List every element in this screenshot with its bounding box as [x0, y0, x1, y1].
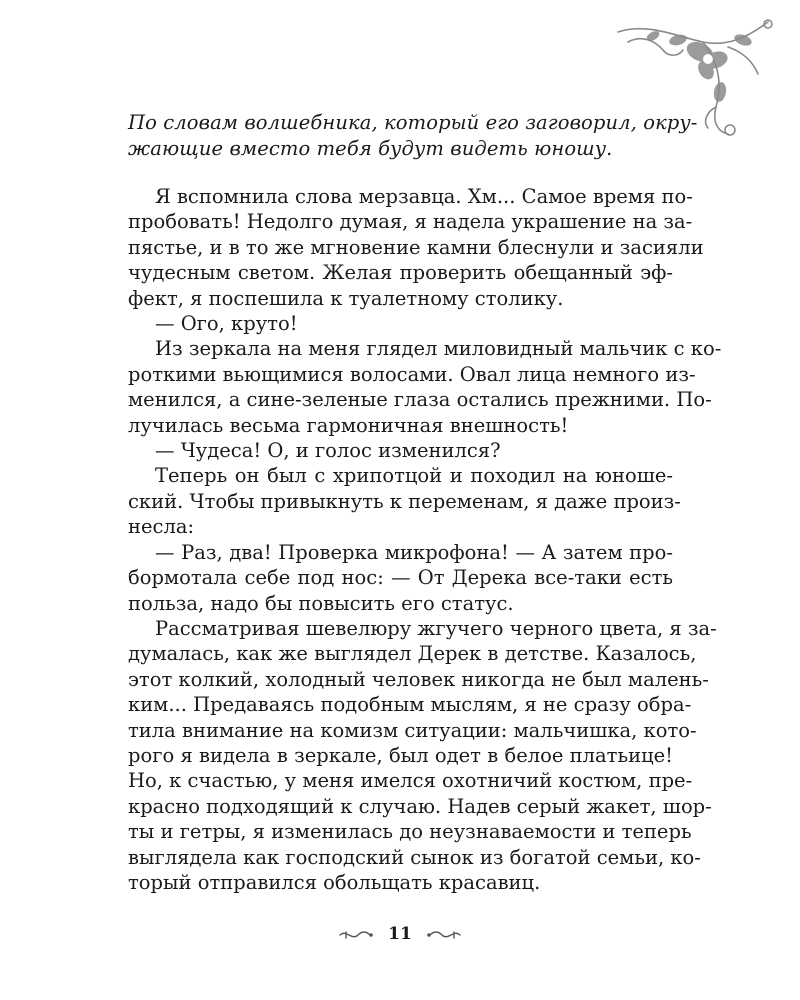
text-line: красно подходящий к случаю. Надев серый жакет, шор- [128, 794, 712, 818]
text-line: лучилась весьма гармоничная внешность! [128, 413, 569, 437]
text-line: пястье, и в то же мгновение камни блеснули и засияли [128, 235, 704, 259]
text-line: — Ого, круто! [155, 312, 298, 336]
flourish-right-icon [426, 928, 462, 942]
text-line: фект, я поспешила к туалетному столику. [128, 286, 564, 310]
page-number: 11 [388, 924, 412, 944]
text-line: бормотала себе под нос: — От Дерека все-таки есть [128, 566, 673, 590]
text-line: По словам волшебника, который его заговорил, окру- [128, 111, 698, 134]
text-line: — Раз, два! Проверка микрофона! — А затем про- [155, 540, 673, 564]
text-line: менился, а сине-зеленые глаза остались прежними. По- [128, 388, 712, 412]
text-line: роткими вьющимися волосами. Овал лица немного из- [128, 362, 696, 386]
text-line: Но, к счастью, у меня имелся охотничий костюм, пре- [128, 769, 693, 793]
body-text [128, 184, 722, 895]
text-line: этот колкий, холодный человек никогда не был малень- [128, 667, 709, 691]
italic-lead-paragraph [128, 110, 698, 161]
page-footer [0, 924, 800, 944]
text-line: чудесным светом. Желая проверить обещанный эф- [128, 261, 673, 285]
text-line: несла: [128, 515, 195, 539]
flourish-left-icon [338, 928, 374, 942]
text-line: выглядела как господский сынок из богатой семьи, ко- [128, 845, 701, 869]
text-line: Я вспомнила слова мерзавца. Хм... Самое время по- [155, 185, 693, 208]
text-line: думалась, как же выглядел Дерек в детстве. Казалось, [128, 642, 697, 666]
text-line: — Чудеса! О, и голос изменился? [155, 439, 501, 463]
text-line: торый отправился обольщать красавиц. [128, 870, 541, 894]
text-line: польза, надо бы повысить его статус. [128, 591, 514, 615]
text-line: рого я видела в зеркале, был одет в белое платьице! [128, 743, 673, 767]
text-line: ты и гетры, я изменилась до неузнаваемости и теперь [128, 820, 692, 844]
text-line: жающие вместо тебя будут видеть юношу. [128, 136, 613, 160]
text-line: Рассматривая шевелюру жгучего черного цвета, я за- [155, 616, 717, 640]
text-line: Теперь он был с хрипотцой и походил на юноше- [155, 464, 673, 488]
text-line: Из зеркала на меня глядел миловидный мальчик с ко- [155, 337, 722, 361]
text-line: ким... Предаваясь подобным мыслям, я не сразу обра- [128, 693, 692, 717]
text-line: пробовать! Недолго думая, я надела украшение на за- [128, 210, 693, 234]
text-line: ский. Чтобы привыкнуть к переменам, я даже произ- [128, 489, 681, 513]
text-line: тила внимание на комизм ситуации: мальчишка, кото- [128, 718, 697, 742]
